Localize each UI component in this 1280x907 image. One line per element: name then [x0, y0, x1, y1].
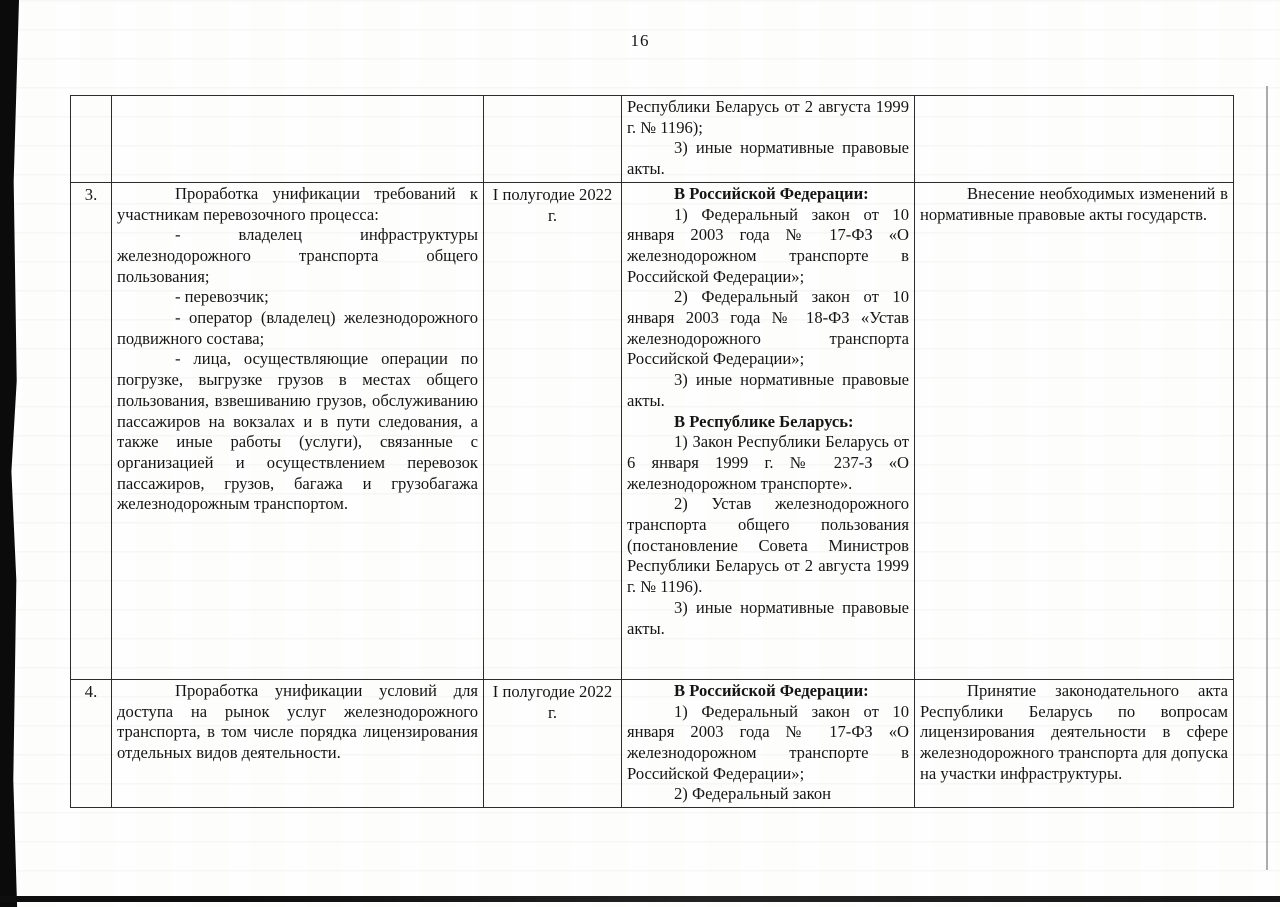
period-cell [484, 96, 622, 183]
paragraph: Внесение необходимых изменений в нормативные правовые акты государств. [920, 183, 1228, 224]
task-cell [112, 182, 484, 679]
paragraph: 2) Устав железнодорожного транспорта общего пользования (постановление Совета Министров Республики Беларусь от 2 августа 1999 г. № 1196). [627, 494, 909, 597]
scan-artifact-bottom-bar [0, 896, 1280, 902]
table-row [71, 679, 1234, 807]
paragraph: 2) Федеральный закон от 10 января 2003 года № 18-ФЗ «Устав железнодорожного транспорта Российской Федерации»; [627, 287, 909, 369]
paragraph: - перевозчик; [175, 287, 269, 307]
page-number: 16 [630, 31, 650, 50]
result-cell [915, 96, 1234, 183]
paragraph: 1) Федеральный закон от 10 января 2003 года № 17-ФЗ «О железнодорожном транспорте в Российской Федерации»; [627, 701, 909, 783]
row-number-cell: 4. [71, 679, 112, 807]
table-row [71, 182, 1234, 679]
paragraph: Принятие законодательного акта Республики Беларусь по вопросам лицензирования деятельности в сфере железнодорожного транспорта для допуска на участки инфраструктуры. [920, 680, 1228, 783]
scan-artifact-right-edge [1266, 86, 1268, 870]
result-cell [915, 679, 1234, 807]
paragraph: - оператор (владелец) железнодорожного подвижного состава; [117, 308, 478, 348]
paragraph: 3) иные нормативные правовые акты. [627, 138, 909, 179]
row-number-cell: 3. [71, 182, 112, 679]
paragraph: 1) Закон Республики Беларусь от 6 января 1999 г. № 237-З «О железнодорожном транспорте». [627, 432, 909, 493]
paragraph: - владелец инфраструктуры железнодорожного транспорта общего пользования; [117, 225, 478, 286]
result-cell [915, 182, 1234, 679]
table-row [71, 96, 1234, 183]
paragraph: Проработка унификации требований к участникам перевозочного процесса: [117, 183, 478, 224]
paragraph: 2) Федеральный закон [674, 784, 832, 804]
legal-basis-cell [622, 182, 915, 679]
paragraph: 1) Федеральный закон от 10 января 2003 года № 17-ФЗ «О железнодорожном транспорте в Российской Федерации»; [627, 204, 909, 286]
paragraph: 3) иные нормативные правовые акты. [627, 597, 909, 638]
paragraph: В Российской Федерации: [674, 183, 869, 203]
row-number-cell [71, 96, 112, 183]
paragraph: Проработка унификации условий для доступа на рынок услуг железнодорожного транспорта, в том числе порядка лицензирования отдельных видов деятельности. [117, 680, 478, 762]
paragraph: В Республике Беларусь: [674, 411, 854, 431]
task-cell [112, 96, 484, 183]
legal-basis-cell [622, 96, 915, 183]
paragraph: В Российской Федерации: [674, 680, 869, 700]
period-cell: I полугодие 2022 г. [484, 679, 622, 807]
unification-measures-table [70, 95, 1234, 808]
task-cell [112, 679, 484, 807]
paragraph: Республики Беларусь от 2 августа 1999 г. № 1196); [627, 97, 909, 137]
unification-table-body [71, 96, 1234, 808]
paragraph: - лица, осуществляющие операции по погрузке, выгрузке грузов в местах общего пользования, взвешиванию грузов, обслуживанию пассажиров на вокзалах и в пути следования, а также иные работы (услуги), связанные с организацией и осуществлением перевозок пассажиров, грузов, багажа и грузобагажа железнодорожным транспортом. [117, 349, 478, 514]
period-cell: I полугодие 2022 г. [484, 182, 622, 679]
paragraph: 3) иные нормативные правовые акты. [627, 370, 909, 410]
legal-basis-cell [622, 679, 915, 807]
